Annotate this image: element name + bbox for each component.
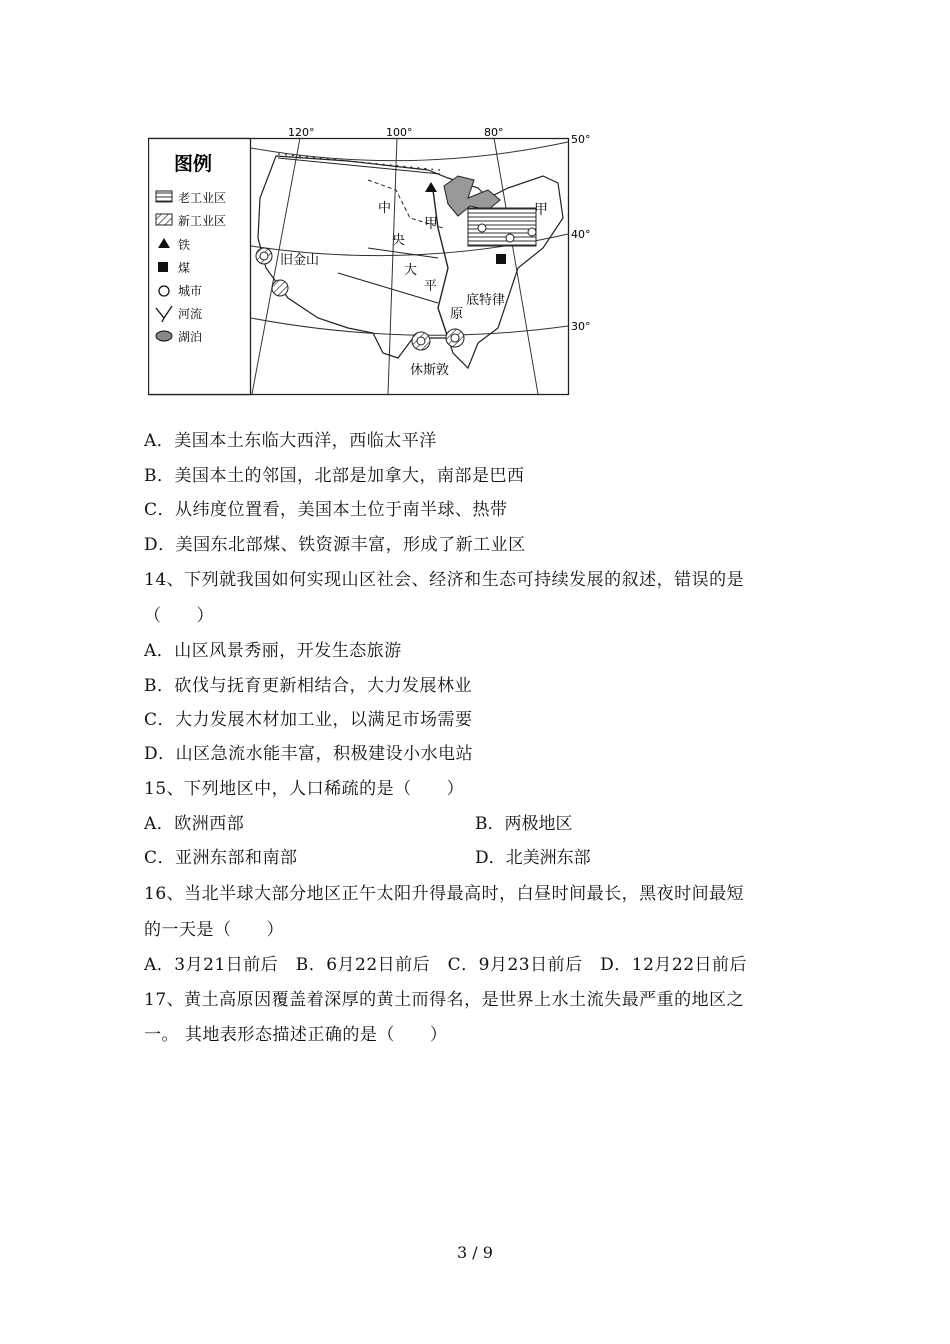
legend-lake: 湖泊	[178, 330, 203, 344]
detroit-label: 底特律	[466, 293, 506, 308]
q16-stem-line2: 的一天是（ ）	[144, 920, 284, 940]
q13-option-b: B．美国本土的邻国，北部是加拿大，南部是巴西	[144, 466, 525, 486]
q14-option-b: B．砍伐与抚育更新相结合，大力发展林业	[144, 676, 472, 696]
us-industry-map	[148, 128, 598, 398]
lon-80: 80°	[484, 128, 504, 139]
houston-label: 休斯敦	[410, 363, 450, 378]
q14-stem-line1: 14、下列就我国如何实现山区社会、经济和生态可持续发展的叙述，错误的是	[144, 570, 745, 590]
q15-option-a: A．欧洲西部	[144, 814, 245, 834]
q14-option-a: A．山区风景秀丽，开发生态旅游	[144, 641, 402, 661]
coal-mine	[496, 254, 506, 264]
label-zhong: 中	[378, 201, 392, 216]
lon-100: 100°	[386, 128, 413, 139]
legend-title: 图例	[174, 153, 213, 175]
q17-stem-line1: 17、黄土高原因覆盖着深厚的黄土而得名，是世界上水土流失最严重的地区之	[144, 990, 745, 1010]
label-ping: 平	[424, 279, 438, 294]
jia-label-left: 甲	[424, 216, 438, 232]
q15-stem: 15、下列地区中，人口稀疏的是（ ）	[144, 779, 465, 799]
label-yang: 央	[392, 233, 406, 248]
q16-stem-line1: 16、当北半球大部分地区正午太阳升得最高时，白昼时间最长，黑夜时间最短	[144, 884, 745, 904]
q15-option-b: B．两极地区	[475, 814, 573, 834]
legend-city: 城市	[178, 284, 203, 298]
q13-option-a: A．美国本土东临大西洋，西临太平洋	[144, 431, 437, 451]
legend-old-industry: 老工业区	[178, 191, 227, 205]
lake-icon	[156, 331, 172, 341]
city-icon	[159, 286, 169, 296]
q14-option-c: C．大力发展木材加工业，以满足市场需要	[144, 710, 473, 730]
legend-new-industry: 新工业区	[178, 214, 227, 228]
label-da: 大	[404, 263, 418, 278]
q15-option-c: C．亚洲东部和南部	[144, 848, 298, 868]
q17-stem-line2: 一。 其地表形态描述正确的是（ ）	[144, 1025, 448, 1045]
q15-option-d: D．北美洲东部	[475, 848, 591, 868]
legend-river: 河流	[178, 307, 203, 321]
lon-120: 120°	[288, 128, 315, 139]
jia-label-right: 甲	[534, 202, 548, 218]
q13-option-c: C．从纬度位置看，美国本土位于南半球、热带	[144, 500, 508, 520]
legend-iron: 铁	[178, 238, 191, 252]
page-number: 3 / 9	[457, 1243, 493, 1262]
lat-30: 30°	[571, 320, 591, 333]
q16-options: A．3月21日前后 B．6月22日前后 C．9月23日前后 D．12月22日前后	[144, 955, 748, 975]
q14-stem-line2: （ ）	[144, 606, 214, 626]
label-yuan: 原	[450, 307, 464, 322]
lat-40: 40°	[571, 228, 591, 241]
legend-coal: 煤	[178, 261, 191, 275]
coal-icon	[158, 262, 168, 272]
q13-option-d: D．美国东北部煤、铁资源丰富，形成了新工业区	[144, 535, 526, 555]
lat-50: 50°	[571, 133, 591, 146]
san-francisco-label: 旧金山	[280, 253, 320, 268]
q14-option-d: D．山区急流水能丰富，积极建设小水电站	[144, 744, 474, 764]
